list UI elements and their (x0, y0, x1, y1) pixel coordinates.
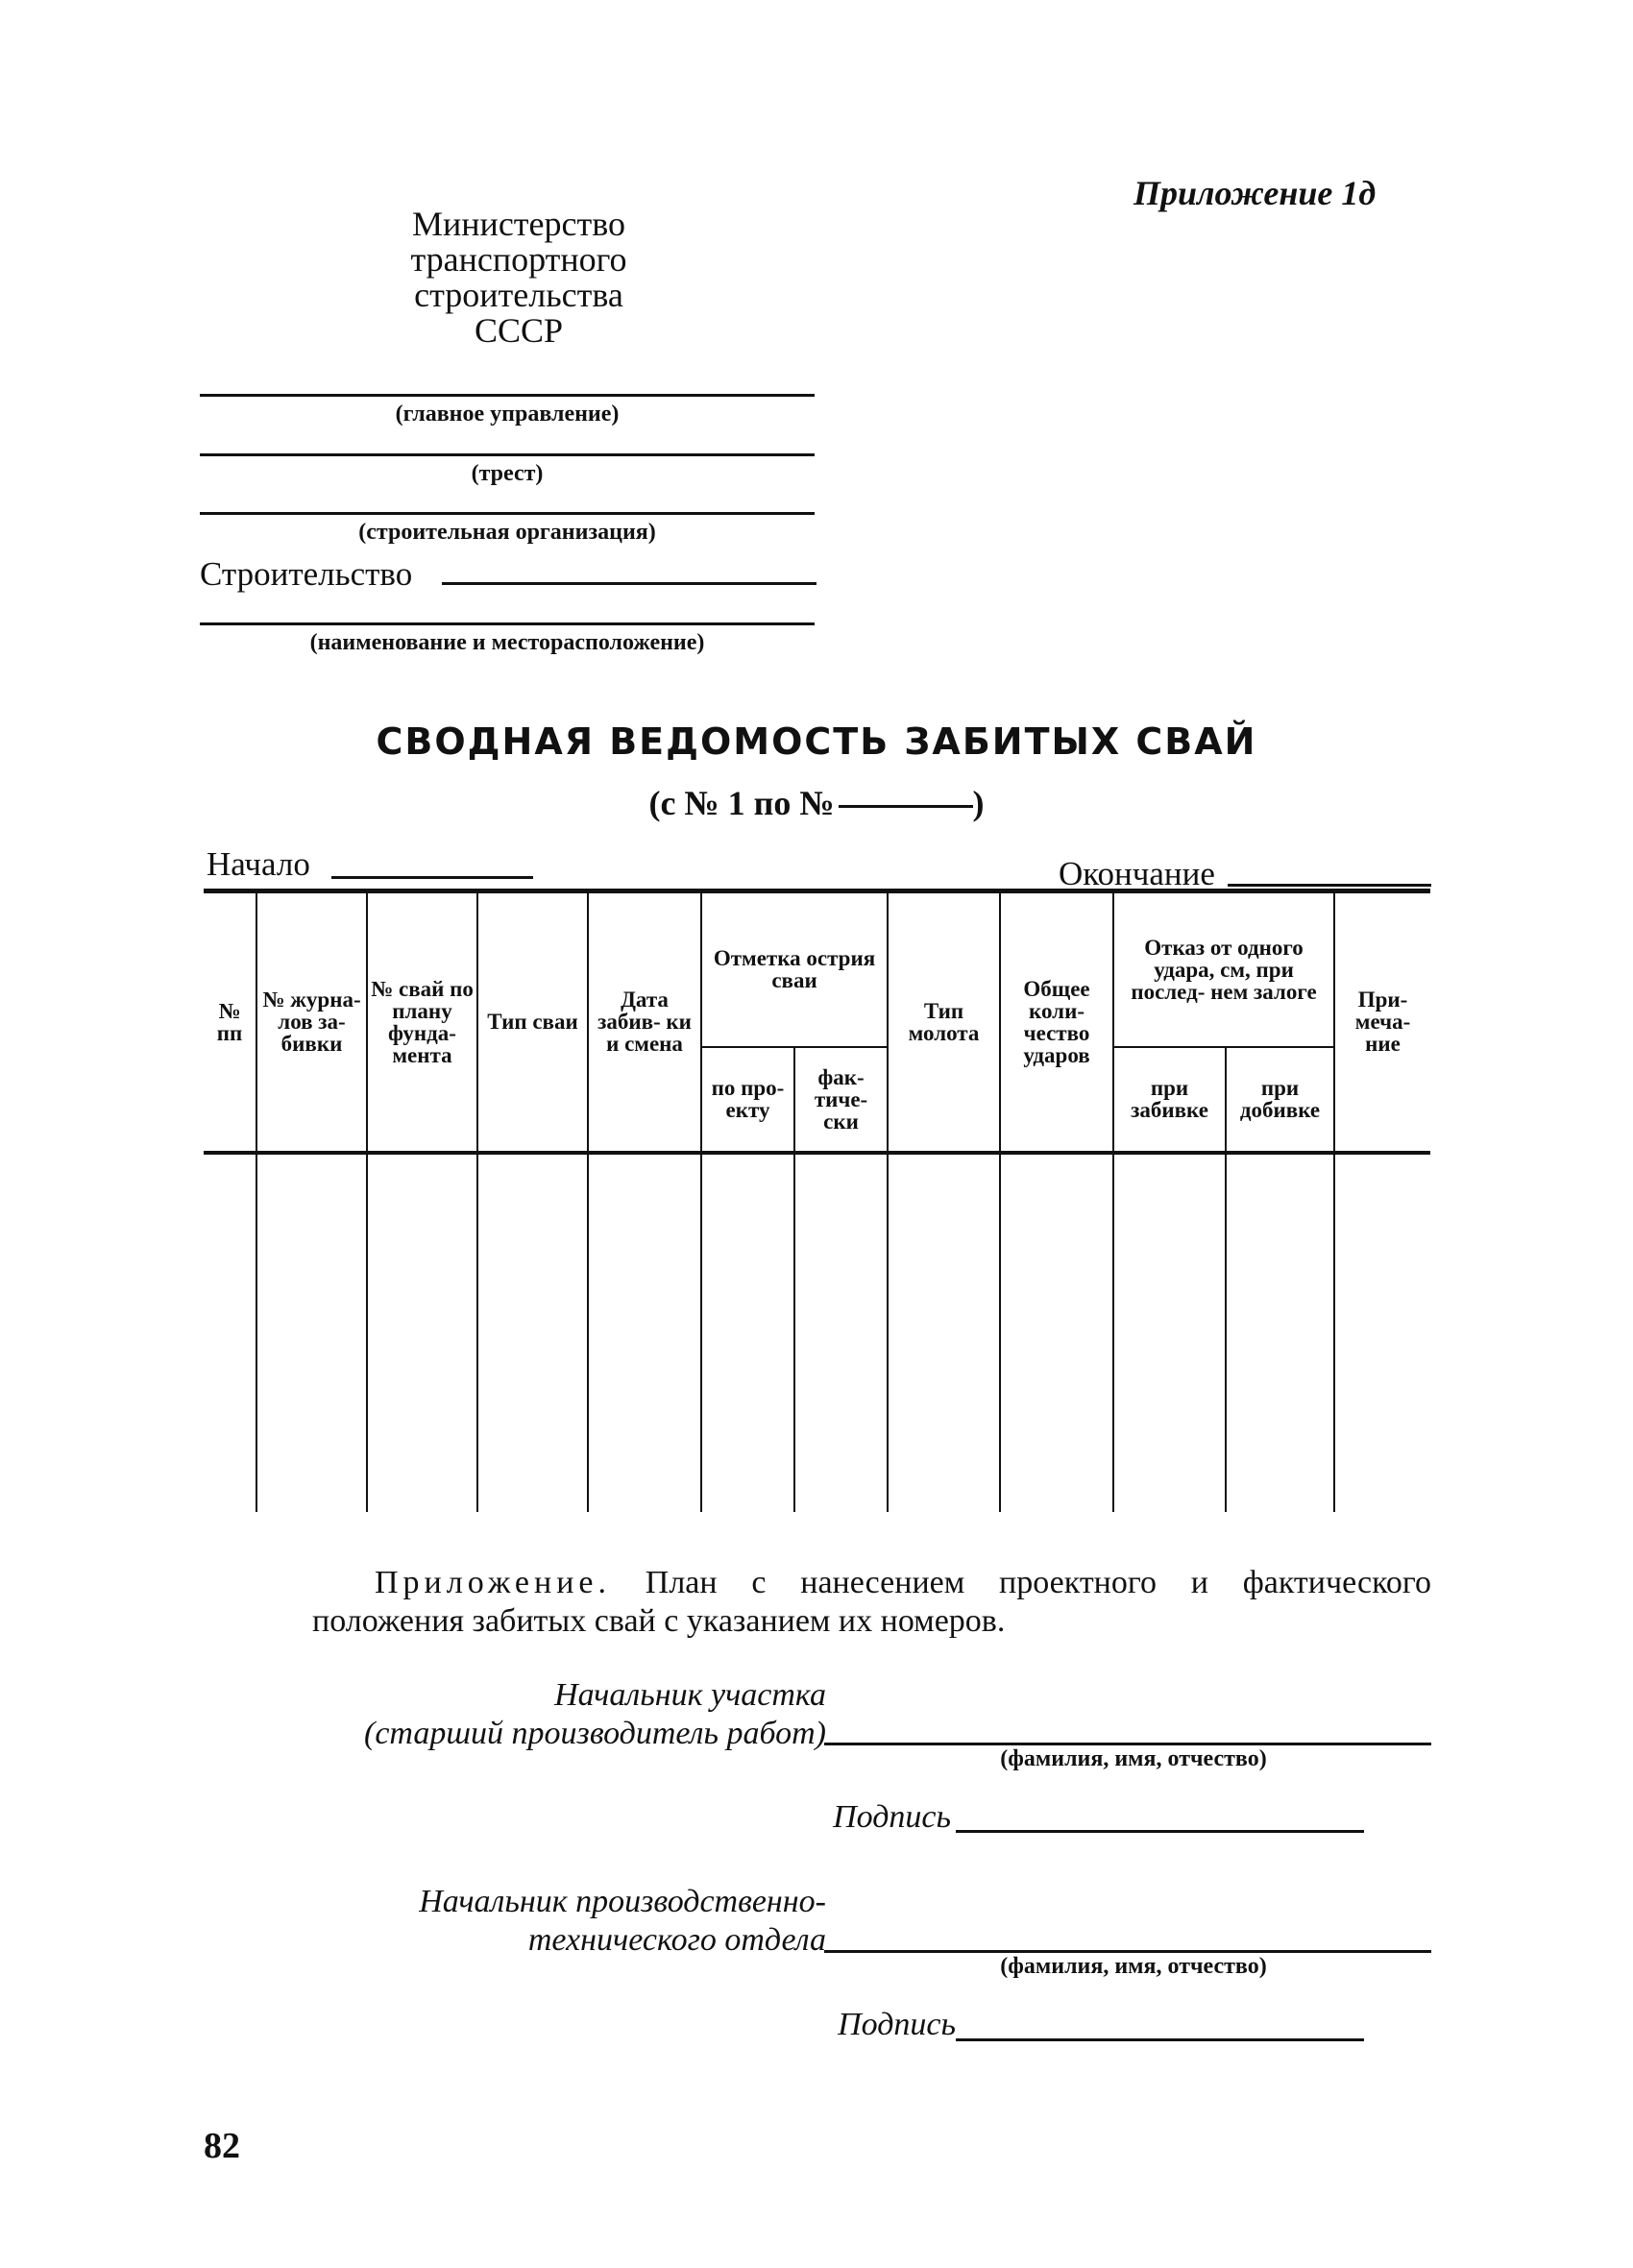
table-cell[interactable] (204, 1153, 256, 1512)
table-cell[interactable] (588, 1153, 701, 1512)
col-notes: При- меча- ние (1334, 891, 1430, 1153)
subtitle-text: (с № 1 по № (648, 784, 835, 822)
col-blows: Общее коли- чество ударов (1000, 891, 1113, 1153)
table-cell[interactable] (1334, 1153, 1430, 1512)
col-hammer: Тип молота (888, 891, 1000, 1153)
ministry-line: транспортного (410, 240, 627, 279)
table-cell[interactable] (256, 1153, 367, 1512)
col-tip-mark: Отметка острия сваи (701, 891, 888, 1047)
ministry-line: СССР (474, 311, 564, 350)
table-row (204, 1153, 1430, 1512)
site-chief-title-2: (старший производитель работ) (364, 1716, 826, 1751)
col-refusal-driving: при забивке (1113, 1047, 1226, 1153)
appendix-tag: Приложение 1д (1133, 174, 1377, 212)
pto-chief-title-1: Начальник производственно- (419, 1884, 826, 1919)
appendix-note-lead: Приложение. (375, 1565, 611, 1600)
signature-field-1[interactable] (956, 1830, 1364, 1833)
col-date: Дата забив- ки и смена (588, 891, 701, 1153)
col-tip-actual: фак- тиче- ски (794, 1047, 888, 1153)
appendix-note-text: План с нанесением проектного и фактического положения забитых свай с указанием их номеров. (312, 1565, 1432, 1639)
end-label: Окончание (1059, 855, 1215, 892)
fio-caption-1: (фамилия, имя, отчество) (1000, 1746, 1267, 1771)
col-journal: № журна- лов за- бивки (256, 891, 367, 1153)
pto-chief-title-2: технического отдела (527, 1922, 826, 1958)
trust-line[interactable] (200, 453, 815, 456)
construction-org-line[interactable] (200, 512, 815, 515)
col-refusal-redriving: при добивке (1226, 1047, 1334, 1153)
document-subtitle (0, 783, 1633, 823)
table-cell[interactable] (888, 1153, 1000, 1512)
table-cell[interactable] (1113, 1153, 1226, 1512)
start-field[interactable] (331, 876, 533, 879)
end-field[interactable] (1228, 884, 1431, 887)
construction-name-line[interactable] (442, 582, 816, 585)
construction-org-caption: (строительная организация) (358, 520, 656, 545)
ministry-block (365, 207, 672, 349)
main-directorate-line[interactable] (200, 394, 815, 397)
name-location-line[interactable] (200, 622, 815, 625)
col-no: № пп (204, 891, 256, 1153)
col-pile-type: Тип сваи (477, 891, 588, 1153)
start-label: Начало (207, 845, 310, 883)
fio-caption-2: (фамилия, имя, отчество) (1000, 1954, 1267, 1979)
table-cell[interactable] (1000, 1153, 1113, 1512)
construction-label: Строительство (200, 555, 413, 593)
main-directorate-caption: (главное управление) (395, 402, 620, 427)
trust-caption: (трест) (471, 461, 544, 486)
name-location-caption: (наименование и месторасположение) (309, 630, 705, 655)
pto-chief-name-field[interactable] (824, 1950, 1431, 1953)
col-pile-no: № свай по плану фунда- мента (367, 891, 477, 1153)
site-chief-title-1: Начальник участка (554, 1677, 826, 1713)
table-cell[interactable] (794, 1153, 888, 1512)
col-tip-design: по про- екту (701, 1047, 794, 1153)
document-title: СВОДНАЯ ВЕДОМОСТЬ ЗАБИТЫХ СВАЙ (376, 720, 1257, 763)
signature-label-2: Подпись (838, 2007, 956, 2042)
site-chief-name-field[interactable] (824, 1743, 1431, 1745)
ministry-line: строительства (414, 276, 623, 314)
page-number: 82 (204, 2126, 240, 2166)
last-number-field[interactable] (839, 805, 973, 808)
signature-field-2[interactable] (956, 2038, 1364, 2041)
signature-label-1: Подпись (833, 1799, 951, 1835)
pile-register-table (204, 889, 1430, 1512)
table-cell[interactable] (1226, 1153, 1334, 1512)
subtitle-close: ) (972, 784, 985, 822)
table-cell[interactable] (477, 1153, 588, 1512)
ministry-line: Министерство (412, 205, 625, 243)
appendix-note (312, 1564, 1431, 1641)
col-refusal: Отказ от одного удара, см, при послед- нем залоге (1113, 891, 1334, 1047)
table-cell[interactable] (701, 1153, 794, 1512)
table-cell[interactable] (367, 1153, 477, 1512)
